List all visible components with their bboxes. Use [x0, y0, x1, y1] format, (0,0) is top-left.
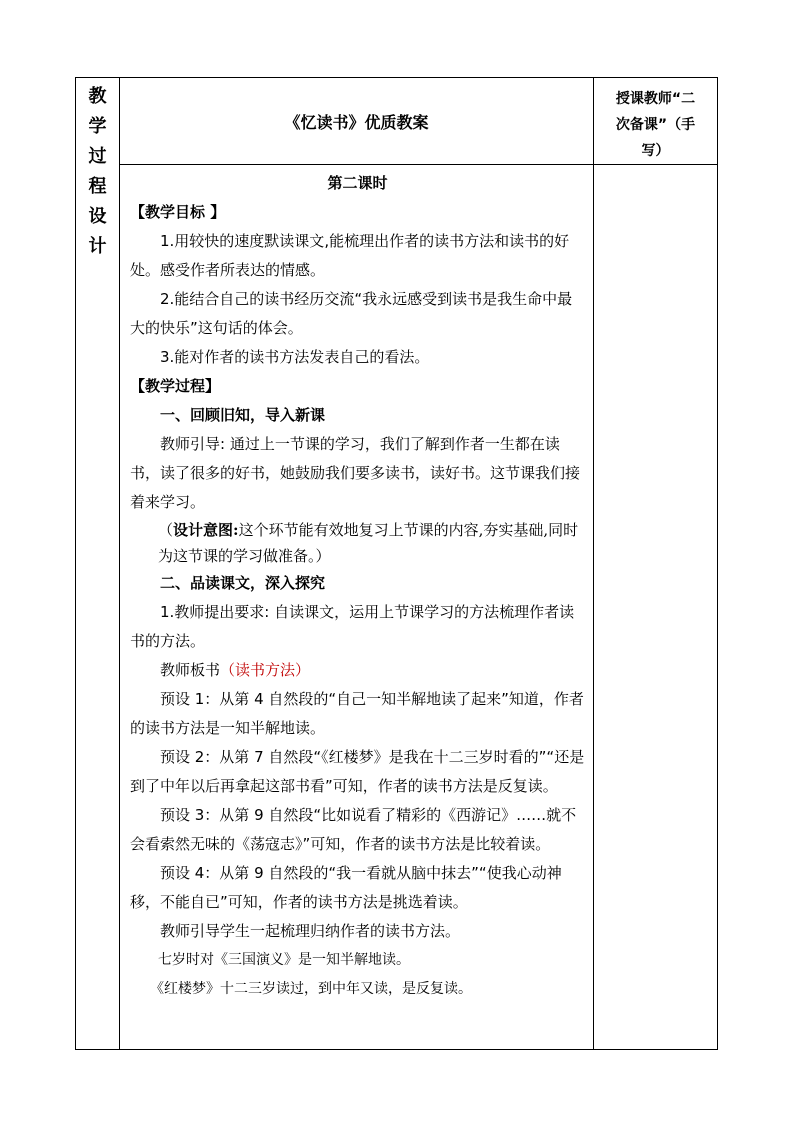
step-text: 1.教师提出要求: 自读课文，运用上节课学习的方法梳理作者读书的方法。 — [130, 603, 575, 650]
goal-item: 3.能对作者的读书方法发表自己的看法。 — [160, 348, 430, 366]
teaching-process-design-label — [76, 78, 120, 1050]
lesson-plan-table — [75, 77, 718, 1050]
goal-item: 2.能结合自己的读书经历交流“我永远感受到读书是我生命中最大的快乐”这句话的体会。 — [130, 290, 573, 337]
process-heading: 【教学过程】 — [130, 377, 221, 395]
side-char: 计 — [88, 236, 107, 257]
side-char: 程 — [88, 176, 107, 197]
board-note: （读书方法） — [220, 661, 311, 679]
design-intent-text: 这个环节能有效地复习上节课的内容,夯实基础,同时为这节课的学习做准备。） — [158, 521, 579, 565]
preset-item: 预设 3：从第 9 自然段“比如说看了精彩的《西游记》……就不会看索然无味的《荡寇志》”可知，作者的读书方法是比较着读。 — [130, 806, 577, 853]
teacher-note-line: 授课教师“二 — [615, 91, 696, 107]
teacher-note-column — [594, 165, 718, 1050]
board-label: 教师板书 — [160, 661, 221, 679]
note-open: （ — [158, 521, 174, 539]
design-intent-note — [130, 517, 585, 569]
handwritten-note: 《红楼梦》十二三岁读过，到中年又读，是反复读。 — [150, 981, 472, 997]
board-writing — [130, 656, 585, 685]
title-cell — [120, 78, 594, 165]
preset-item: 预设 4：从第 9 自然段的“我一看就从脑中抹去”“使我心动神移，不能自已”可知，作者的读书方法是挑选着读。 — [130, 864, 562, 911]
session-title: 第二课时 — [327, 174, 388, 192]
step-heading: 二、品读课文，深入探究 — [160, 574, 326, 592]
step-text: 教师引导: 通过上一节课的学习，我们了解到作者一生都在读书，读了很多的好书，她鼓励我们要多读书，读好书。这节课我们接着来学习。 — [130, 435, 581, 511]
teacher-note-header — [594, 78, 718, 165]
preset-item: 预设 2：从第 7 自然段“《红楼梦》是我在十二三岁时看的”“还是到了中年以后再拿起这部书看”可知，作者的读书方法是反复读。 — [130, 748, 585, 795]
design-intent-label: 设计意图: — [173, 521, 239, 539]
preset-item: 预设 1：从第 4 自然段的“自己一知半解地读了起来”知道，作者的读书方法是一知半解地读。 — [130, 690, 584, 737]
lesson-content — [120, 165, 594, 1050]
teacher-note-line: 次备课”（手 — [615, 117, 696, 133]
goal-item: 1.用较快的速度默读课文,能梳理出作者的读书方法和读书的好处。感受作者所表达的情感。 — [130, 232, 570, 279]
goals-heading: 【教学目标 】 — [130, 203, 226, 221]
side-char: 学 — [88, 116, 107, 137]
guide-text: 教师引导学生一起梳理归纳作者的读书方法。 — [160, 922, 461, 940]
teacher-note-line: 写） — [641, 143, 670, 159]
side-char: 设 — [88, 206, 107, 227]
handwritten-note: 七岁时对《三国演义》是一知半解地读。 — [158, 952, 410, 968]
page-title: 《忆读书》优质教案 — [284, 112, 429, 132]
side-char: 过 — [88, 146, 107, 167]
side-char: 教 — [88, 86, 107, 107]
step-heading: 一、回顾旧知，导入新课 — [160, 406, 326, 424]
